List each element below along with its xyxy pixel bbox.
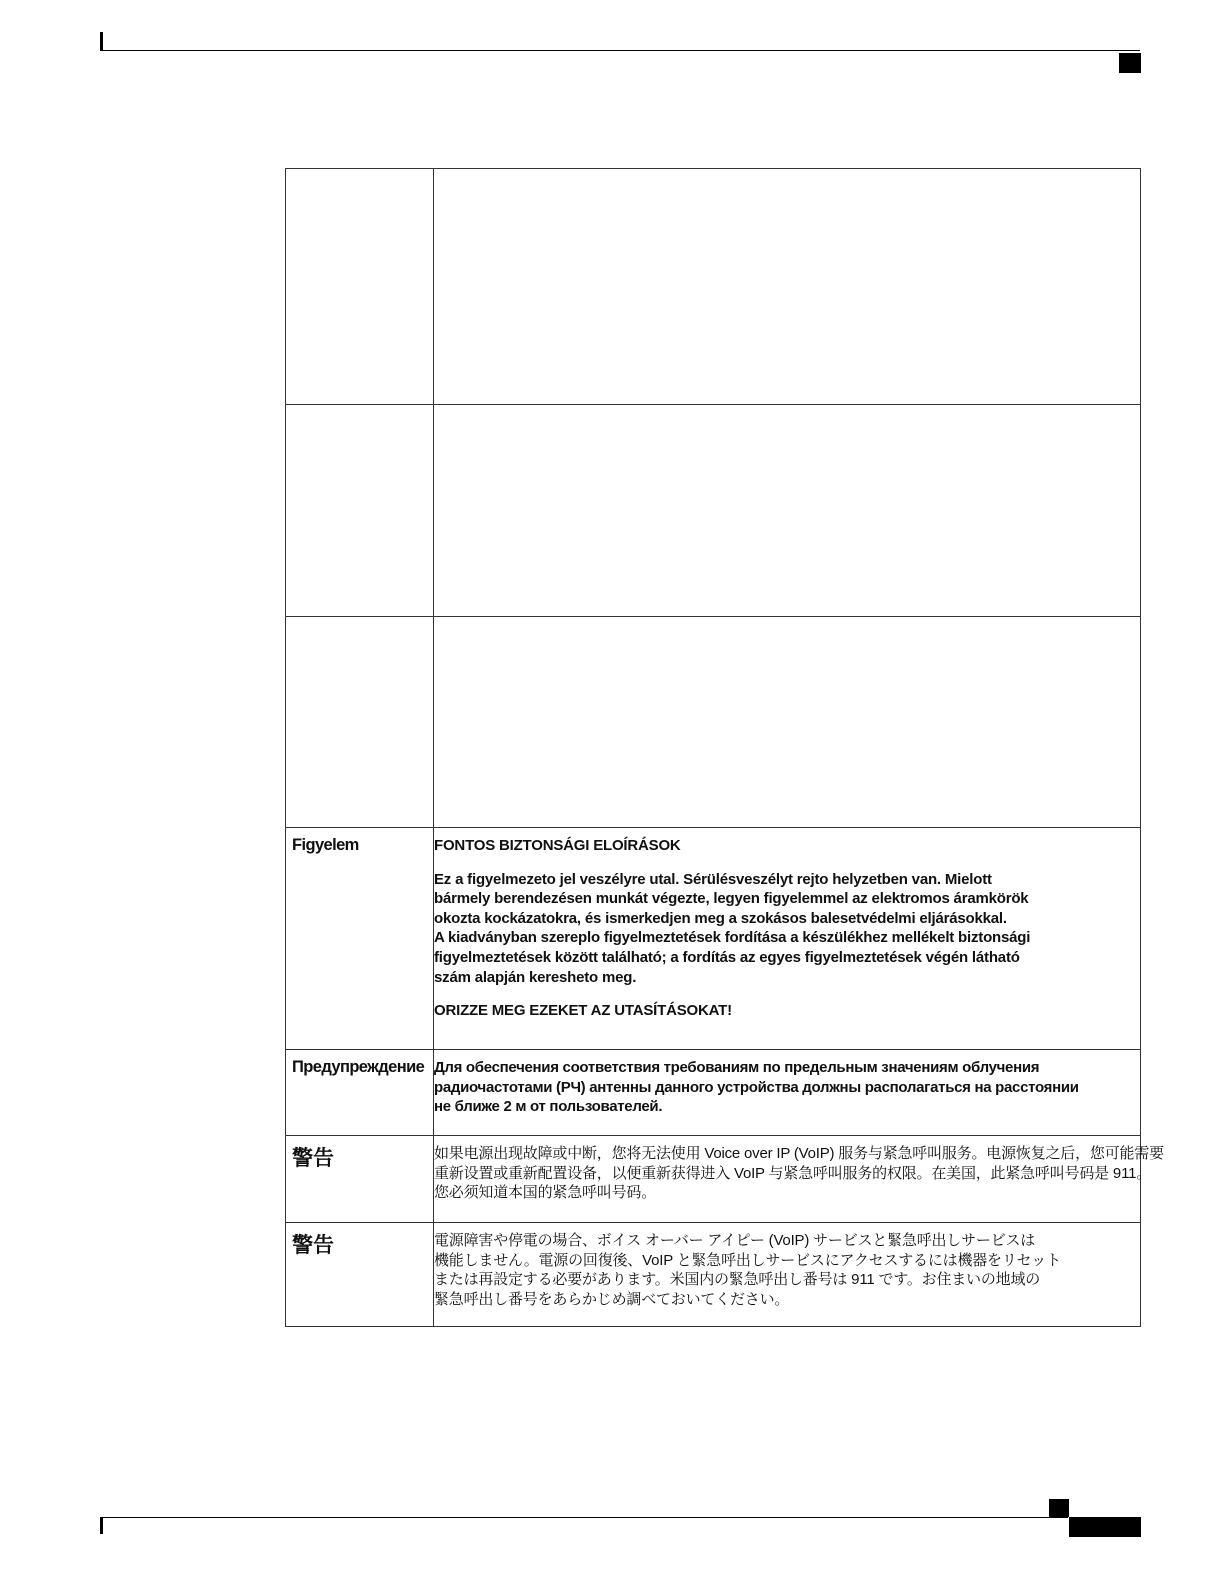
text-line: Для обеспечения соответствия требованиям по предельным значениям облучения [434, 1059, 1040, 1076]
warning-text-cell [434, 617, 1141, 828]
text-line: okozta kockázatokra, és ismerkedjen meg a szokásos balesetvédelmi eljárásokkal. [434, 909, 1007, 927]
warning-text-cell [434, 169, 1141, 405]
text-line: радиочастотами (РЧ) антенны данного устройства должны располагаться на расстоянии [434, 1078, 1079, 1096]
text-line: 緊急呼出し番号をあらかじめ調べておいてください。 [434, 1290, 790, 1308]
header-marker [1119, 53, 1141, 73]
footer-rule [100, 1517, 1068, 1518]
text-line: 電源障害や停電の場合、ボイス オーバー アイピー (VoIP) サービスと緊急呼出しサービスは [434, 1232, 1036, 1249]
table-row-hungarian [286, 828, 1141, 1050]
warning-label-cell [286, 405, 434, 617]
warning-heading-hungarian: FONTOS BIZTONSÁGI ELOÍRÁSOK [434, 837, 681, 854]
warning-body-chinese [434, 1136, 1164, 1203]
footer-tick [100, 1518, 103, 1534]
page-number-tab [1069, 1517, 1141, 1537]
text-line: 重新设置或重新配置设备，以便重新获得进入 VoIP 与紧急呼叫服务的权限。在美国，此紧急呼叫号码是 911。 [434, 1164, 1152, 1182]
table-row [286, 169, 1141, 405]
header-rule [100, 50, 1140, 51]
warning-body-russian [434, 1050, 1154, 1117]
warning-label-japanese: 警告 [292, 1234, 334, 1257]
table-row-chinese [286, 1136, 1141, 1223]
warning-label-chinese: 警告 [292, 1147, 334, 1170]
text-line: не ближе 2 м от пользователей. [434, 1098, 663, 1116]
text-line: bármely berendezésen munkát végezte, legyen figyelemmel az elektromos áramkörök [434, 890, 1029, 908]
header-tick [100, 32, 103, 50]
warning-label-russian: Предупреждение [292, 1058, 425, 1076]
text-line: 機能しません。電源の回復後、VoIP と緊急呼出しサービスにアクセスするには機器をリセット [434, 1251, 1061, 1269]
warning-text-cell [434, 405, 1141, 617]
text-line: Ez a figyelmezeto jel veszélyre utal. Sérülésveszélyt rejto helyzetben van. Mielott [434, 870, 992, 888]
warning-label-cell [286, 828, 434, 1050]
warning-text-cell [434, 828, 1141, 1050]
table-row-japanese [286, 1223, 1141, 1327]
warning-text-cell [434, 1223, 1141, 1327]
text-line: szám alapján kereshetо meg. [434, 968, 637, 986]
text-line: 如果电源出现故障或中断，您将无法使用 Voice over IP (VoIP) 服务与紧急呼叫服务。电源恢复之后，您可能需要 [434, 1145, 1164, 1162]
warning-label-cell [286, 169, 434, 405]
table-row-russian [286, 1050, 1141, 1136]
safety-warnings-table [285, 168, 1164, 1327]
footer-marker [1049, 1499, 1069, 1517]
text-line: A kiadványban szereplo figyelmeztetések fordítása a készülékhez mellékelt biztonsági [434, 929, 1031, 947]
warning-label-cell [286, 617, 434, 828]
warning-text-cell [434, 1050, 1141, 1136]
table-row [286, 617, 1141, 828]
table-row [286, 405, 1141, 617]
warning-label-hungarian: Figyelem [292, 836, 359, 854]
warning-text-cell [434, 1136, 1164, 1223]
text-line: または再設定する必要があります。米国内の緊急呼出し番号は 911 です。お住まいの地域の [434, 1271, 1041, 1289]
warning-body-japanese [434, 1223, 1154, 1309]
warning-body-hungarian [434, 870, 1140, 988]
warning-label-cell [286, 1050, 434, 1136]
warning-label-cell [286, 1136, 434, 1223]
text-line: figyelmeztetések között található; a fordítás az egyes figyelmeztetések végén látható [434, 948, 1020, 966]
warning-footer-hungarian: ORIZZE MEG EZEKET AZ UTASÍTÁSOKAT! [434, 1002, 732, 1020]
text-line: 您必须知道本国的紧急呼叫号码。 [434, 1184, 657, 1202]
warning-label-cell [286, 1223, 434, 1327]
